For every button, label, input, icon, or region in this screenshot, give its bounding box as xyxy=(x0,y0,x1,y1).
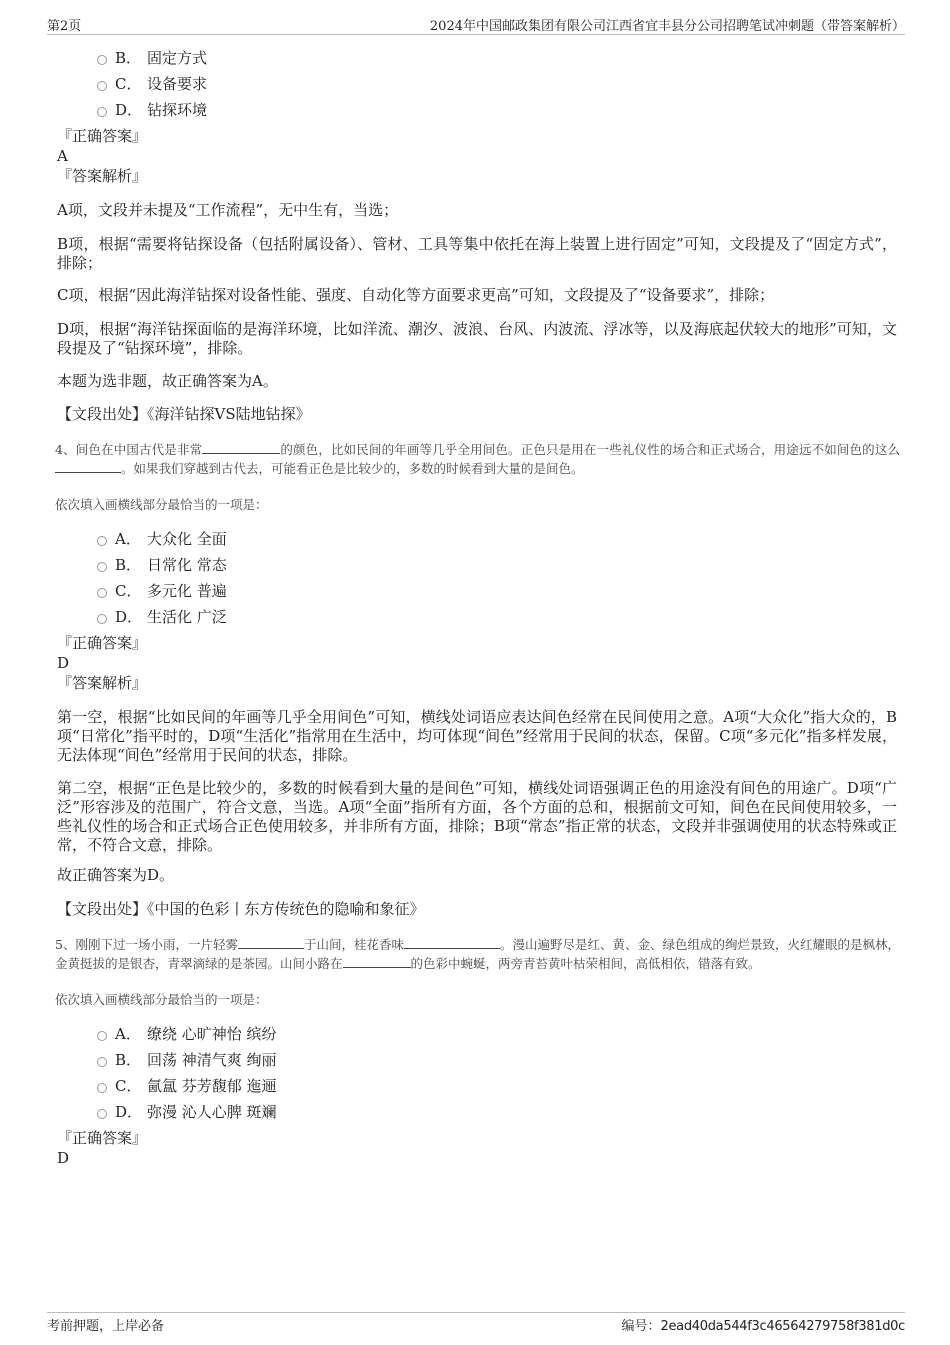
q5-option-b[interactable]: B． 回荡 神清气爽 绚丽 xyxy=(97,1048,277,1070)
radio-icon[interactable] xyxy=(97,588,107,598)
q3-answer: A xyxy=(57,147,68,165)
page-number: 第2页 xyxy=(47,19,82,34)
q3-analysis-c: C项，根据“因此海洋钻探对设备性能、强度、自动化等方面要求更高”可知，文段提及了“设备要求”，排除； xyxy=(57,286,775,304)
radio-icon[interactable] xyxy=(97,81,107,91)
radio-icon[interactable] xyxy=(97,1057,107,1067)
radio-icon[interactable] xyxy=(97,562,107,572)
q3-analysis-label: 『答案解析』 xyxy=(57,167,148,185)
q4-conclusion: 故正确答案为D。 xyxy=(57,866,175,884)
q4-option-c[interactable]: C． 多元化 普遍 xyxy=(97,579,227,601)
q5-answer-label: 『正确答案』 xyxy=(57,1129,148,1147)
q5-option-a[interactable]: A． 缭绕 心旷神怡 缤纷 xyxy=(97,1022,277,1044)
document-code: 编号：2ead40da544f3c46564279758f381d0c xyxy=(621,1319,905,1334)
q3-analysis-a: A项，文段并未提及“工作流程”，无中生有，当选； xyxy=(57,201,399,219)
q3-answer-label: 『正确答案』 xyxy=(57,127,148,145)
q4-option-d[interactable]: D． 生活化 广泛 xyxy=(97,605,227,627)
q3-option-b[interactable]: B． 固定方式 xyxy=(97,46,207,68)
q4-analysis-label: 『答案解析』 xyxy=(57,674,148,692)
q4-question: 4、间色在中国古代是非常 的颜色，比如民间的年画等几乎全用间色。正色只是用在一些礼仪性的场合和正式场合，用途远不如间色的这么。如果我们穿越到古代去，可能看正色是比较少的，多数的时候看到大量的是间色。 xyxy=(55,442,900,476)
radio-icon[interactable] xyxy=(97,55,107,65)
q5-option-d[interactable]: D． 弥漫 沁人心脾 斑斓 xyxy=(97,1100,277,1122)
fill-blank xyxy=(202,442,280,454)
document-title: 2024年中国邮政集团有限公司江西省宜丰县分公司招聘笔试冲刺题（带答案解析） xyxy=(429,19,905,34)
q4-analysis-first: 第一空，根据“比如民间的年画等几乎全用间色”可知，横线处词语应表达间色经常在民间使用之意。A项“大众化”指大众的，B项“日常化”指平时的，D项“生活化”指常用在生活中，均可体现“间色”经常用于民间的状态，保留。C项“多元化”指多样发展，无法体现“间色”经常用于民间的状态，排除。 xyxy=(57,708,897,764)
q4-source: 【文段出处】《中国的色彩丨东方传统色的隐喻和象征》 xyxy=(57,900,425,918)
fill-blank xyxy=(343,956,411,968)
q4-answer-label: 『正确答案』 xyxy=(57,634,148,652)
q4-analysis-second: 第二空，根据“正色是比较少的，多数的时候看到大量的是间色”可知，横线处词语强调正色的用途没有间色的用途广。D项“广泛”形容涉及的范围广，符合文意，当选。A项“全面”指所有方面，各个方面的总和，根据前文可知，间色在民间使用较多，一些礼仪性的场合和正式场合正色使用较多，并非所有方面，排除；B项“常态”指正常的状态，文段并非强调使用的状态特殊或正常，不符合文意，排除。 xyxy=(57,779,897,854)
q5-question: 5、刚刚下过一场小雨，一片轻雾 于山间，桂花香味 。漫山遍野尽是红、黄、金、绿色组成的绚烂景致，火红耀眼的是枫林，金黄挺拔的是银杏，青翠滴绿的是茶园。山间小路在 的色彩中蜿蜒，两旁青苔黄叶枯荣相间，高低相依，错落有致。 xyxy=(55,937,900,971)
page-header xyxy=(47,15,905,35)
radio-icon[interactable] xyxy=(97,1031,107,1041)
radio-icon[interactable] xyxy=(97,1083,107,1093)
fill-blank xyxy=(55,461,121,473)
radio-icon[interactable] xyxy=(97,536,107,546)
q4-instruction: 依次填入画横线部分最恰当的一项是： xyxy=(55,497,268,512)
q3-option-d[interactable]: D． 钻探环境 xyxy=(97,98,207,120)
footer-slogan: 考前押题，上岸必备 xyxy=(47,1319,165,1334)
q4-answer: D xyxy=(57,654,70,672)
q5-instruction: 依次填入画横线部分最恰当的一项是： xyxy=(55,992,268,1007)
q3-source: 【文段出处】《海洋钻探VS陆地钻探》 xyxy=(57,405,311,423)
radio-icon[interactable] xyxy=(97,614,107,624)
q4-option-a[interactable]: A． 大众化 全面 xyxy=(97,527,227,549)
q3-analysis-d: D项，根据“海洋钻探面临的是海洋环境，比如洋流、潮汐、波浪、台风、内波流、浮冰等，以及海底起伏较大的地形”可知，文段提及了“钻探环境”，排除。 xyxy=(57,320,897,357)
q3-option-c[interactable]: C． 设备要求 xyxy=(97,72,207,94)
fill-blank xyxy=(404,937,500,949)
q5-option-c[interactable]: C． 氤氲 芬芳馥郁 迤逦 xyxy=(97,1074,277,1096)
q3-analysis-b: B项，根据“需要将钻探设备（包括附属设备）、管材、工具等集中依托在海上装置上进行固定”可知，文段提及了“固定方式”，排除； xyxy=(57,235,897,272)
page-footer xyxy=(47,1312,905,1334)
q5-answer: D xyxy=(57,1149,70,1167)
q4-option-b[interactable]: B． 日常化 常态 xyxy=(97,553,227,575)
q3-conclusion: 本题为选非题，故正确答案为A。 xyxy=(57,372,278,390)
radio-icon[interactable] xyxy=(97,107,107,117)
fill-blank xyxy=(238,937,304,949)
radio-icon[interactable] xyxy=(97,1109,107,1119)
